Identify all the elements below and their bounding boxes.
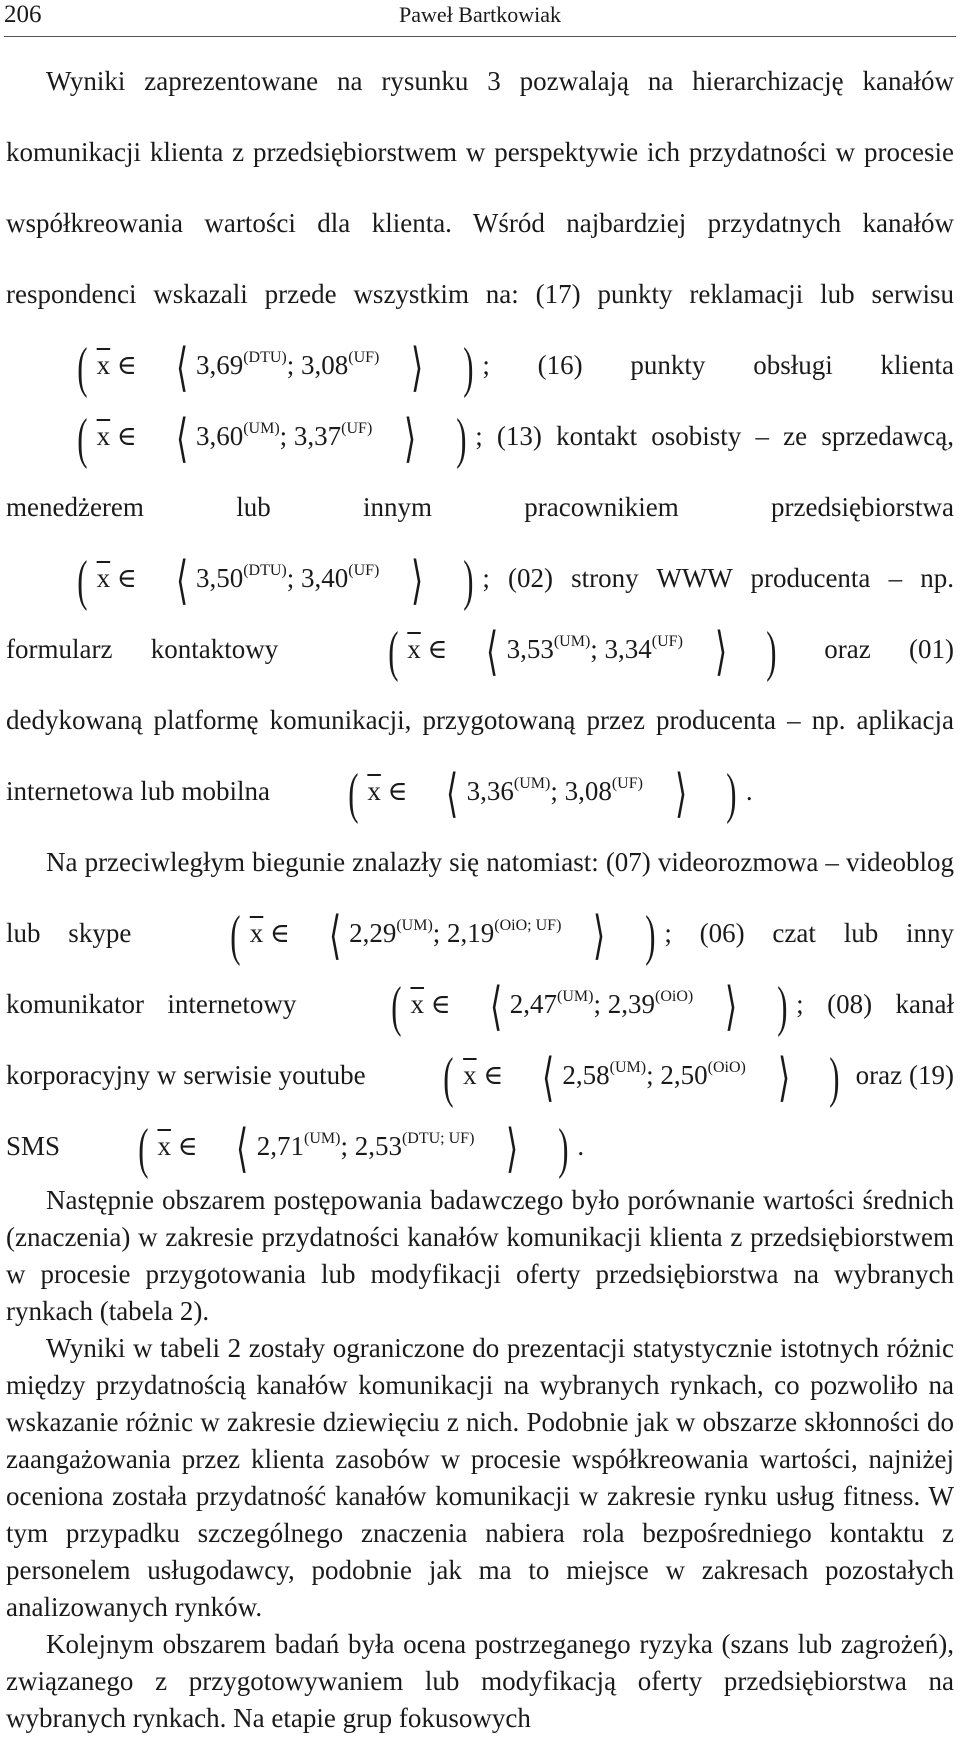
header-rule <box>4 36 956 37</box>
running-head-author: Paweł Bartkowiak <box>399 2 561 27</box>
mean-formula: ( $\overline{x}$ ∈ ⟨ $3,50^{(DTU)}$; $3,40^{(UF)}$ ⟩ ) <box>77 549 474 612</box>
mean-formula: ( $\overline{x}$ ∈ ⟨ $2,29^{(UM)}$; $2,19^{(OiO; UF)}$ ⟩ ) <box>230 904 656 967</box>
paragraph-4: Wyniki w tabeli 2 zostały ograniczone do prezentacji statystycznie istotnych różnic między przydatnością kanałów komunikacji na wybranych rynkach, co pozwoliło na wskazanie różnic w zakresie dziewięciu z nich. Podobnie jak w obszarze skłonności do zaangażowania przez klienta zasobów w procesie współkreowania wartości, najniżej oceniona została przydatność kanałów komunikacji w zakresie rynku usług fitness. W tym przypadku szczególnego znaczenia nabiera rola bezpośredniego kontaktu z personelem usługodawcy, podobnie jak ma to miejsce w zakresach pozostałych analizowanych rynków. <box>6 1333 954 1622</box>
mean-formula: ( $\overline{x}$ ∈ ⟨ $3,36^{(UM)}$; $3,08^{(UF)}$ ⟩ ) <box>347 762 737 825</box>
mean-formula: ( $\overline{x}$ ∈ ⟨ $3,69^{(DTU)}$; $3,08^{(UF)}$ ⟩ ) <box>77 336 474 399</box>
mean-formula: ( $\overline{x}$ ∈ ⟨ $2,47^{(UM)}$; $2,39^{(OiO)}$ ⟩ ) <box>391 975 787 1038</box>
paragraph-text: ; (08) kanał korporacyjny w serwisie youtube <box>6 989 955 1090</box>
paragraph-text: ; (06) czat lub inny komunikator internetowy <box>6 918 955 1019</box>
mean-formula: ( $\overline{x}$ ∈ ⟨ $3,53^{(UM)}$; $3,34^{(UF)}$ ⟩ ) <box>387 620 777 683</box>
page-header <box>0 0 960 36</box>
mean-formula: ( $\overline{x}$ ∈ ⟨ $2,71^{(UM)}$; $2,53^{(DTU; UF)}$ ⟩ ) <box>137 1117 569 1180</box>
paragraph-2 <box>6 827 954 1182</box>
page-number: 206 <box>4 1 42 28</box>
paragraph-3: Następnie obszarem postępowania badawczego było porównanie wartości średnich (znaczenia) w zakresie przydatności kanałów komunikacji klienta z przedsiębiorstwem w procesie przygotowania lub modyfikacji oferty przedsiębiorstwa na wybranych rynkach (tabela 2). <box>6 1185 954 1326</box>
mean-formula: ( $\overline{x}$ ∈ ⟨ $2,58^{(UM)}$; $2,50^{(OiO)}$ ⟩ ) <box>443 1046 840 1109</box>
body-text <box>6 62 954 1737</box>
paragraph-text: oraz (19) SMS <box>6 1060 954 1161</box>
paragraph-5: Kolejnym obszarem badań była ocena postrzeganego ryzyka (szans lub zagrożeń), związanego z przygotowywaniem lub modyfikacją oferty przedsiębiorstwa na wybranych rynkach. Na etapie grup fokusowych <box>6 1629 954 1733</box>
paragraph-text: . <box>577 1131 585 1161</box>
paragraph-text: ; (16) punkty obsługi klienta <box>482 350 954 380</box>
mean-formula: ( $\overline{x}$ ∈ ⟨ $3,60^{(UM)}$; $3,37^{(UF)}$ ⟩ ) <box>77 407 467 470</box>
paragraph-text: ; (02) strony WWW producenta – np. formularz kontaktowy <box>6 563 954 664</box>
paragraph-text: ; (13) kontakt osobisty – ze sprzedawcą, menedżerem lub innym pracownikiem przedsiębiorstwa <box>6 421 954 522</box>
paragraph-1 <box>6 46 954 827</box>
paragraph-text: Na przeciwległym biegunie znalazły się natomiast: (07) videorozmowa – videoblog lub skype <box>6 847 954 948</box>
paragraph-text: oraz (01) dedykowaną platformę komunikacji, przygotowaną przez producenta – np. aplikacja internetowa lub mobilna <box>6 634 955 806</box>
paragraph-text: Wyniki zaprezentowane na rysunku 3 pozwalają na hierarchizację kanałów komunikacji klienta z przedsiębiorstwem w perspektywie ich przydatności w procesie współkreowania wartości dla klienta. Wśród najbardziej przydatnych kanałów respondenci wskazali przede wszystkim na: (17) punkty reklamacji lub serwisu <box>6 66 954 309</box>
paragraph-text: . <box>745 776 753 806</box>
